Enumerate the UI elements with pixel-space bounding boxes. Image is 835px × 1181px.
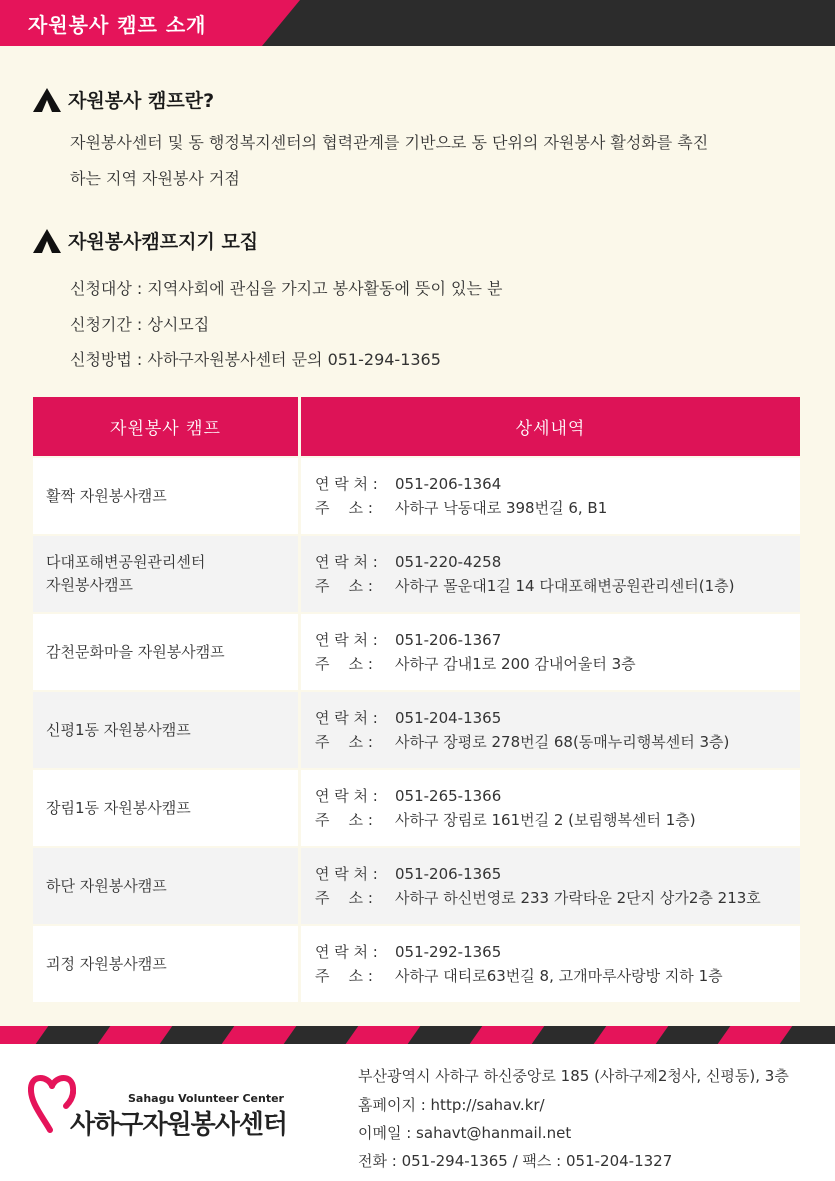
camp-name: 괴정 자원봉사캠프	[46, 954, 167, 973]
camp-address: 사하구 하신번영로 233 가락타운 2단지 상가2층 213호	[395, 889, 761, 907]
camp-phone: 051-206-1365	[395, 865, 502, 883]
recruit-period: 신청기간 : 상시모집	[70, 315, 210, 334]
table-body	[33, 458, 800, 1002]
tent-icon	[32, 87, 62, 113]
camp-name: 활짝 자원봉사캠프	[46, 486, 167, 505]
camp-address: 사하구 장림로 161번길 2 (보림행복센터 1층)	[395, 811, 696, 829]
camp-name-cell	[33, 458, 298, 534]
header-bar	[0, 0, 835, 46]
address-label: 주 소 :	[315, 499, 373, 517]
about-line-1: 자원봉사센터 및 동 행정복지센터의 협력관계를 기반으로 동 단위의 자원봉사 활성화를 촉진	[70, 133, 709, 152]
footer-homepage[interactable]: 홈페이지 : http://sahav.kr/	[358, 1096, 545, 1114]
camp-phone: 051-204-1365	[395, 709, 502, 727]
camp-detail-cell	[301, 458, 800, 534]
stripe-segment	[594, 1026, 669, 1044]
camp-phone: 051-206-1367	[395, 631, 502, 649]
camp-detail-cell	[301, 770, 800, 846]
camp-phone: 051-206-1364	[395, 475, 502, 493]
footer-address: 부산광역시 사하구 하신중앙로 185 (사하구제2청사, 신평동), 3층	[358, 1067, 789, 1085]
camp-detail-cell	[301, 614, 800, 690]
camp-name-cell	[33, 848, 298, 924]
heart-logo-icon	[28, 1072, 76, 1134]
stripe-segment	[222, 1026, 297, 1044]
address-label: 주 소 :	[315, 733, 373, 751]
stripe-segment	[98, 1026, 173, 1044]
camp-address: 사하구 낙동대로 398번길 6, B1	[395, 499, 608, 517]
camp-name-cell	[33, 926, 298, 1002]
about-paragraph	[70, 125, 805, 197]
camp-detail-cell	[301, 848, 800, 924]
stripe-segment	[470, 1026, 545, 1044]
contact-label: 연 락 처 :	[315, 475, 378, 493]
contact-label: 연 락 처 :	[315, 865, 378, 883]
camp-name-cell	[33, 536, 298, 612]
camp-phone: 051-220-4258	[395, 553, 502, 571]
about-line-2: 하는 지역 자원봉사 거점	[70, 169, 240, 188]
contact-label: 연 락 처 :	[315, 709, 378, 727]
contact-label: 연 락 처 :	[315, 943, 378, 961]
camp-phone: 051-265-1366	[395, 787, 502, 805]
camp-name-cell	[33, 770, 298, 846]
camp-name-cell	[33, 692, 298, 768]
footer-stripe	[0, 1026, 835, 1044]
logo-korean: 사하구자원봉사센터	[70, 1110, 288, 1140]
camp-name: 하단 자원봉사캠프	[46, 876, 167, 895]
camp-table	[33, 397, 800, 1002]
footer-phone-fax: 전화 : 051-294-1365 / 팩스 : 051-204-1327	[358, 1152, 673, 1170]
recruit-target: 신청대상 : 지역사회에 관심을 가지고 봉사활동에 뜻이 있는 분	[70, 279, 503, 298]
address-label: 주 소 :	[315, 889, 373, 907]
section-heading-text: 자원봉사 캠프란?	[68, 90, 215, 112]
stripe-segment	[0, 1026, 48, 1044]
address-label: 주 소 :	[315, 655, 373, 673]
footer-email[interactable]: 이메일 : sahavt@hanmail.net	[358, 1124, 572, 1142]
section-heading-text: 자원봉사캠프지기 모집	[68, 231, 259, 253]
table-row	[33, 770, 800, 846]
camp-detail-cell	[301, 536, 800, 612]
table-row	[33, 458, 800, 534]
camp-address: 사하구 대티로63번길 8, 고개마루사랑방 지하 1층	[395, 967, 723, 985]
camp-name-cell	[33, 614, 298, 690]
section-heading-about	[32, 86, 214, 113]
camp-address: 사하구 몰운대1길 14 다대포해변공원관리센터(1층)	[395, 577, 735, 595]
column-header-detail: 상세내역	[301, 397, 800, 456]
camp-name: 장림1동 자원봉사캠프	[46, 798, 191, 817]
address-label: 주 소 :	[315, 967, 373, 985]
column-header-camp: 자원봉사 캠프	[33, 397, 298, 456]
table-row	[33, 614, 800, 690]
table-row	[33, 848, 800, 924]
contact-label: 연 락 처 :	[315, 631, 378, 649]
recruit-method: 신청방법 : 사하구자원봉사센터 문의 051-294-1365	[70, 350, 441, 369]
table-row	[33, 536, 800, 612]
footer	[0, 1044, 835, 1181]
logo-english: Sahagu Volunteer Center	[128, 1092, 284, 1105]
table-row	[33, 692, 800, 768]
camp-address: 사하구 감내1로 200 감내어울터 3층	[395, 655, 636, 673]
tent-icon	[32, 228, 62, 254]
camp-detail-cell	[301, 692, 800, 768]
address-label: 주 소 :	[315, 811, 373, 829]
page-title: 자원봉사 캠프 소개	[28, 13, 207, 37]
camp-name: 감천문화마을 자원봉사캠프	[46, 642, 225, 661]
table-header	[33, 397, 800, 456]
section-heading-recruit	[32, 227, 258, 254]
contact-label: 연 락 처 :	[315, 787, 378, 805]
stripe-segment	[346, 1026, 421, 1044]
camp-name: 다대포해변공원관리센터	[46, 553, 206, 571]
contact-label: 연 락 처 :	[315, 553, 378, 571]
camp-name: 신평1동 자원봉사캠프	[46, 720, 191, 739]
camp-detail-cell	[301, 926, 800, 1002]
address-label: 주 소 :	[315, 577, 373, 595]
camp-phone: 051-292-1365	[395, 943, 502, 961]
camp-address: 사하구 장평로 278번길 68(동매누리행복센터 3층)	[395, 733, 730, 751]
stripe-segment	[718, 1026, 793, 1044]
table-row	[33, 926, 800, 1002]
camp-name-line2: 자원봉사캠프	[46, 576, 133, 594]
